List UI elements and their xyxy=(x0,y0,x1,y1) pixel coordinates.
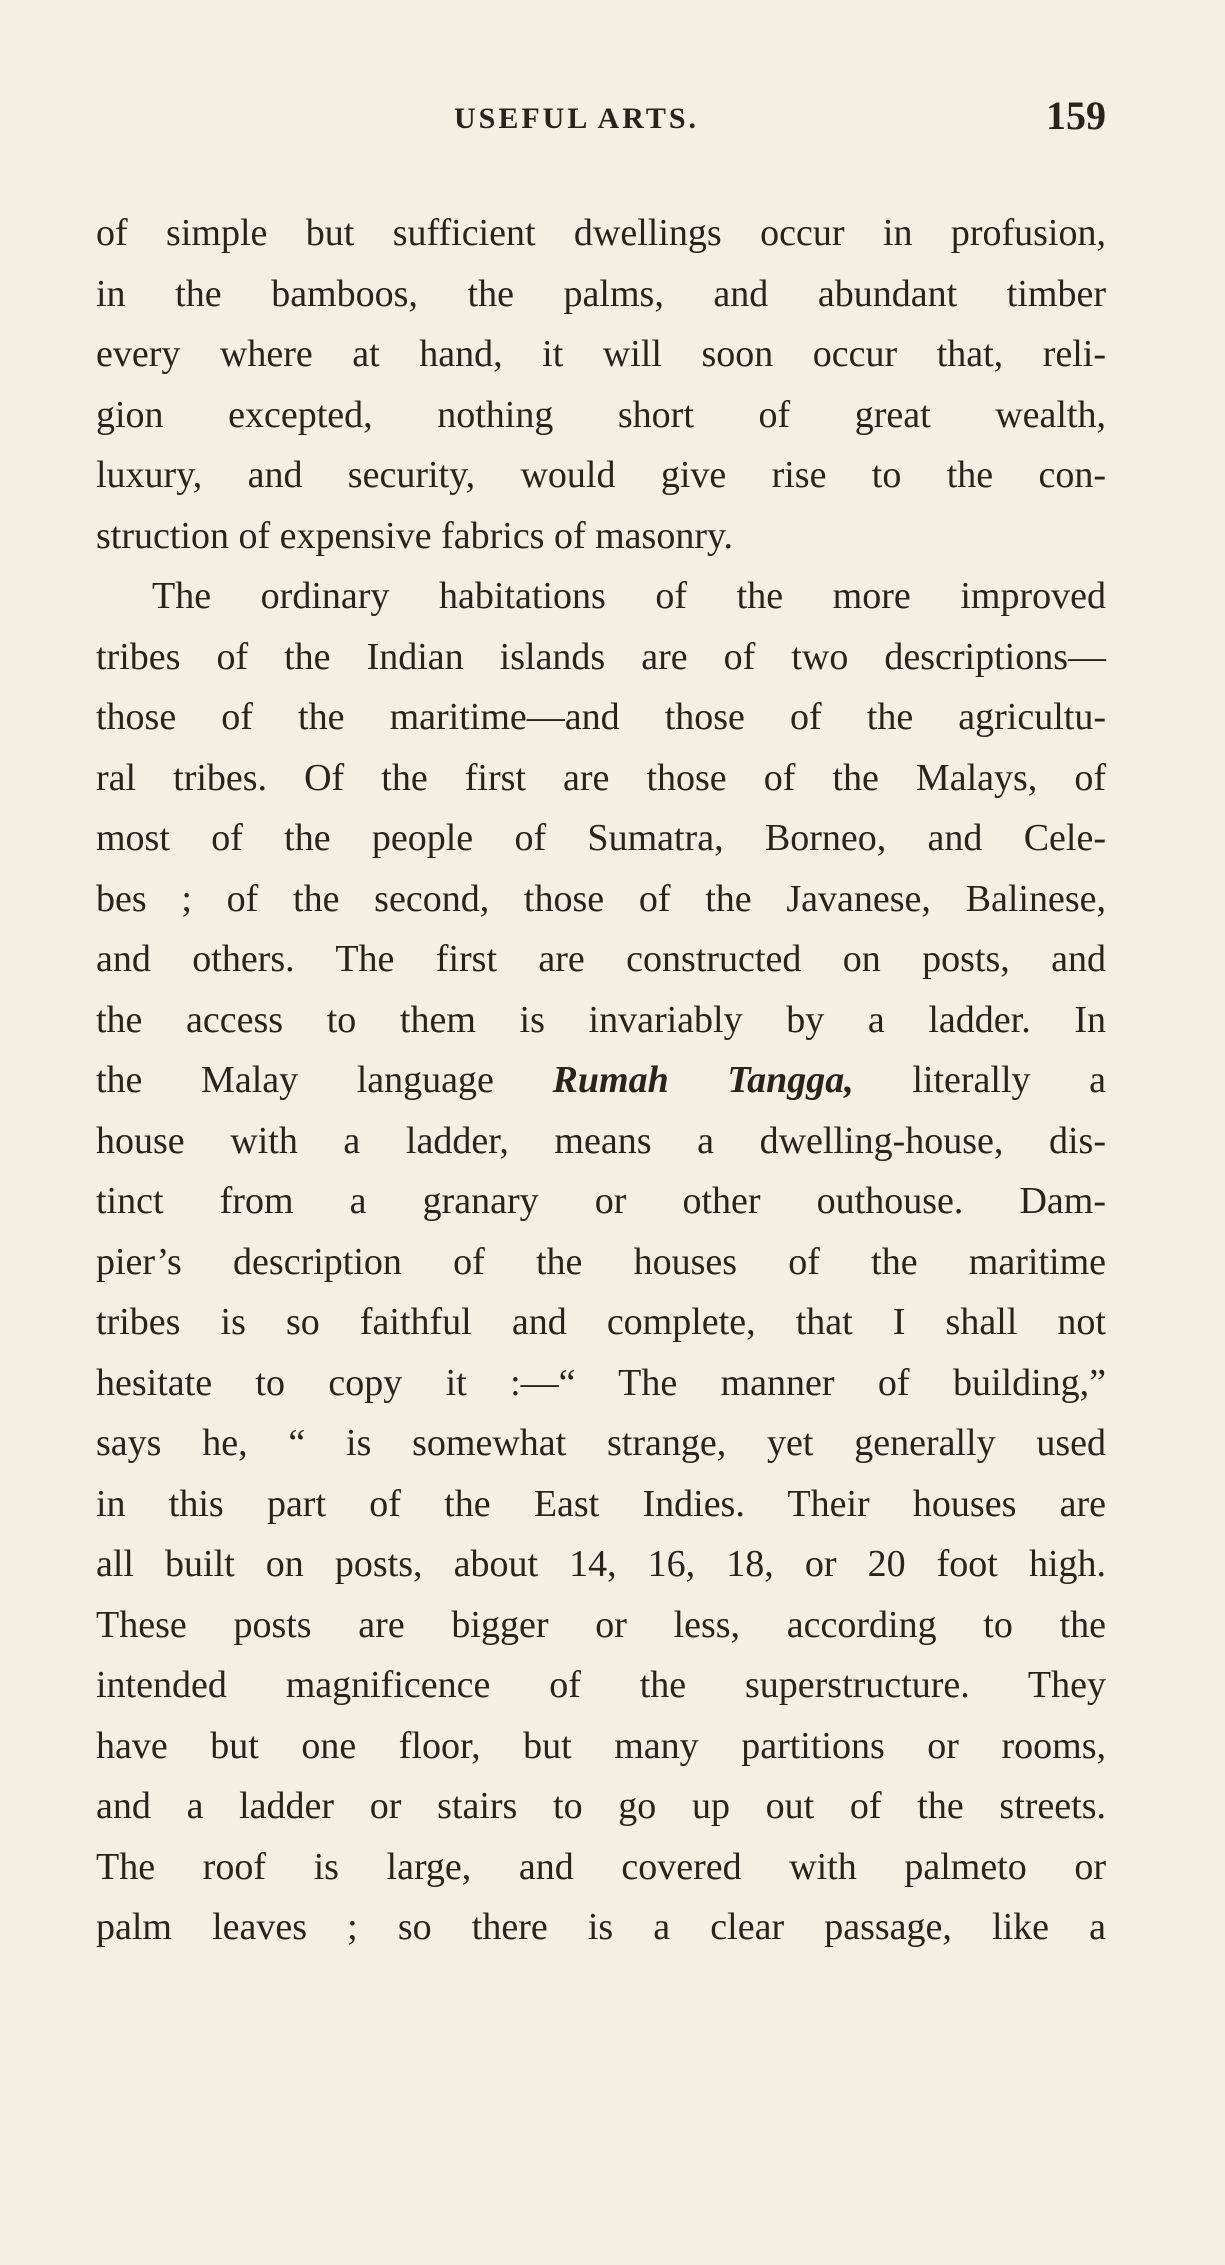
body-text xyxy=(96,203,1106,1958)
text-line: These posts are bigger or less, according to the xyxy=(96,1603,1106,1646)
paragraph-start-line: The ordinary habitations of the more improved xyxy=(152,575,1106,617)
text-line: and a ladder or stairs to go up out of the streets. xyxy=(96,1785,1106,1827)
text-line: of simple but sufficient dwellings occur in profusion, xyxy=(96,212,1106,254)
text-line: most of the people of Sumatra, Borneo, and Cele- xyxy=(96,817,1106,859)
text-line: The roof is large, and covered with palmeto or xyxy=(96,1845,1106,1888)
text-segment: literally a xyxy=(853,1059,1106,1101)
text-line-with-italic xyxy=(96,1050,1106,1111)
text-line: struction of expensive fabrics of masonry. xyxy=(96,514,734,557)
text-line: palm leaves ; so there is a clear passage, like a xyxy=(96,1906,1106,1948)
text-line: have but one floor, but many partitions or rooms, xyxy=(96,1724,1106,1767)
text-line: luxury, and security, would give rise to the con- xyxy=(96,454,1106,496)
text-line: house with a ladder, means a dwelling-house, dis- xyxy=(96,1119,1106,1162)
text-line: the access to them is invariably by a ladder. In xyxy=(96,998,1106,1041)
text-line: hesitate to copy it :—“ The manner of building,” xyxy=(96,1361,1106,1404)
text-line: and others. The first are constructed on posts, and xyxy=(96,938,1106,980)
text-line: gion excepted, nothing short of great wealth, xyxy=(96,393,1106,436)
text-line: tinct from a granary or other outhouse. Dam- xyxy=(96,1180,1106,1222)
page-number: 159 xyxy=(1046,93,1106,138)
text-line: those of the maritime—and those of the agricultu- xyxy=(96,696,1106,738)
text-line: in the bamboos, the palms, and abundant timber xyxy=(96,272,1106,315)
text-line: tribes of the Indian islands are of two descriptions— xyxy=(96,635,1106,678)
text-line: says he, “ is somewhat strange, yet generally used xyxy=(96,1422,1106,1464)
text-line: every where at hand, it will soon occur that, reli- xyxy=(96,333,1106,375)
text-line: intended magnificence of the superstructure. They xyxy=(96,1664,1106,1706)
text-line: all built on posts, about 14, 16, 18, or 20 foot high. xyxy=(96,1543,1106,1585)
running-head xyxy=(96,92,1106,152)
text-line: ral tribes. Of the first are those of the Malays, of xyxy=(96,756,1106,799)
text-line: tribes is so faithful and complete, that I shall not xyxy=(96,1301,1106,1343)
text-line: in this part of the East Indies. Their houses are xyxy=(96,1482,1106,1525)
running-head-title: USEFUL ARTS. xyxy=(454,102,700,135)
italic-phrase: Rumah Tangga, xyxy=(552,1059,854,1101)
text-line: bes ; of the second, those of the Javanese, Balinese, xyxy=(96,877,1106,920)
text-segment: the Malay language xyxy=(96,1059,553,1101)
text-line: pier’s description of the houses of the maritime xyxy=(96,1240,1106,1283)
